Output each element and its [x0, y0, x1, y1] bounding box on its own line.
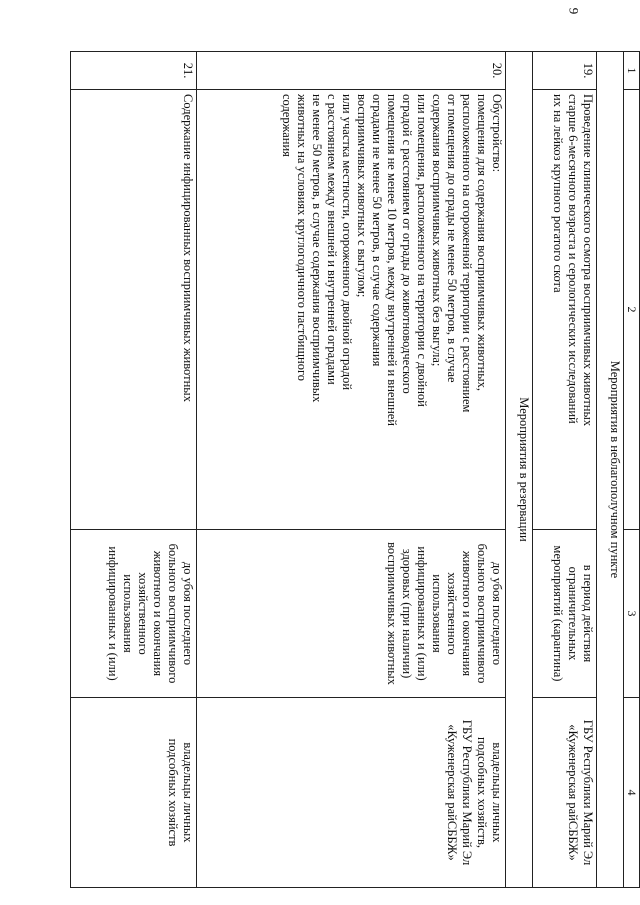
header-cell: 1: [624, 52, 640, 90]
row-number: 20.: [197, 52, 506, 90]
text-line: с расстоянием между внешней и внутренней оградами: [325, 94, 339, 385]
section-row: [597, 52, 624, 888]
table-row: [533, 52, 597, 888]
text-line: в период действия: [581, 564, 595, 663]
text-line: восприимчивых животных с выгулом;: [355, 94, 369, 298]
responsible-cell: [71, 698, 197, 888]
deadline-cell: [71, 530, 197, 698]
text-line: инфицированных и (или): [415, 546, 429, 681]
deadline-cell: [533, 530, 597, 698]
text-line: ограничительных: [566, 566, 580, 661]
header-cell: 4: [624, 698, 640, 888]
header-cell: 3: [624, 530, 640, 698]
text-line: содержания: [280, 94, 294, 157]
header-row: [624, 52, 640, 888]
measure-text: [197, 90, 506, 530]
text-line: оградой с расстоянием от ограды до животноводческого: [400, 94, 414, 394]
text-line: от помещения до ограды не менее 50 метров, в случае: [445, 94, 459, 383]
text-line: животного и окончания: [151, 550, 166, 677]
text-line: владельцы личных: [181, 742, 196, 843]
row-number: 19.: [533, 52, 597, 90]
page-number: 9: [566, 7, 582, 15]
table-row: [71, 52, 197, 888]
measures-table: [70, 51, 640, 888]
text-line: Содержание инфицированных восприимчивых животных: [181, 94, 196, 402]
text-line: их на лейкоз крупного рогатого скота: [551, 94, 565, 293]
text-line: инфицированных и (или): [106, 546, 121, 681]
text-line: подсобных хозяйств,: [475, 737, 489, 848]
text-line: здоровых (при наличии): [400, 548, 414, 679]
text-line: или помещения, расположенного на территории с двойной: [415, 94, 429, 407]
text-line: Проведение клинического осмотра восприимчивых животных: [581, 94, 595, 427]
section-title: Мероприятия в резервации: [506, 52, 533, 888]
text-line: ГБУ Республики Марий Эл: [581, 719, 595, 866]
section-row: [506, 52, 533, 888]
text-line: не менее 50 метров, в случае содержания восприимчивых: [310, 94, 324, 403]
text-line: хозяйственного: [445, 572, 459, 655]
text-line: больного восприимчивого: [475, 543, 489, 684]
text-line: мероприятий (карантина): [551, 545, 565, 682]
text-line: ГБУ Республики Марий Эл: [460, 719, 474, 866]
text-line: до убоя последнего: [181, 561, 196, 666]
table-row: [197, 52, 506, 888]
text-line: до убоя последнего: [490, 561, 504, 666]
text-line: владельцы личных: [490, 742, 504, 843]
header-cell: 2: [624, 90, 640, 530]
text-line: животного и окончания: [460, 550, 474, 677]
text-line: использования: [121, 574, 136, 653]
text-line: содержания восприимчивых животных без выгула;: [430, 94, 444, 367]
text-line: «Куженерская райСББЖ»: [445, 724, 459, 861]
text-line: «Куженерская райСББЖ»: [566, 724, 580, 861]
deadline-cell: [197, 530, 506, 698]
measure-text: [71, 90, 197, 530]
text-line: больного восприимчивого: [166, 543, 181, 684]
text-line: использования: [430, 574, 444, 653]
text-line: хозяйственного: [136, 572, 151, 655]
text-line: старше 6-месячного возраста и серологических исследований: [566, 94, 580, 424]
row-number: 21.: [71, 52, 197, 90]
measure-text: [533, 90, 597, 530]
section-title: Мероприятия в неблагополучном пункте: [597, 52, 624, 888]
text-line: или участка местности, огороженного двойной оградой: [340, 94, 354, 391]
text-line: восприимчивых животных: [385, 542, 399, 685]
responsible-cell: [533, 698, 597, 888]
text-line: расположенного на огороженной территории с расстоянием: [460, 94, 474, 413]
text-line: животных на условиях круглогодичного пастбищного: [295, 94, 309, 382]
text-line: подсобных хозяйств: [166, 738, 181, 847]
text-line: помещения не менее 10 метров, между внутренней и внешней: [385, 94, 399, 427]
text-line: оградами не менее 50 метров, в случае содержания: [370, 94, 384, 367]
text-line: Обустройство:: [490, 94, 504, 173]
responsible-cell: [197, 698, 506, 888]
text-line: помещения для содержания восприимчивых животных,: [475, 94, 489, 392]
